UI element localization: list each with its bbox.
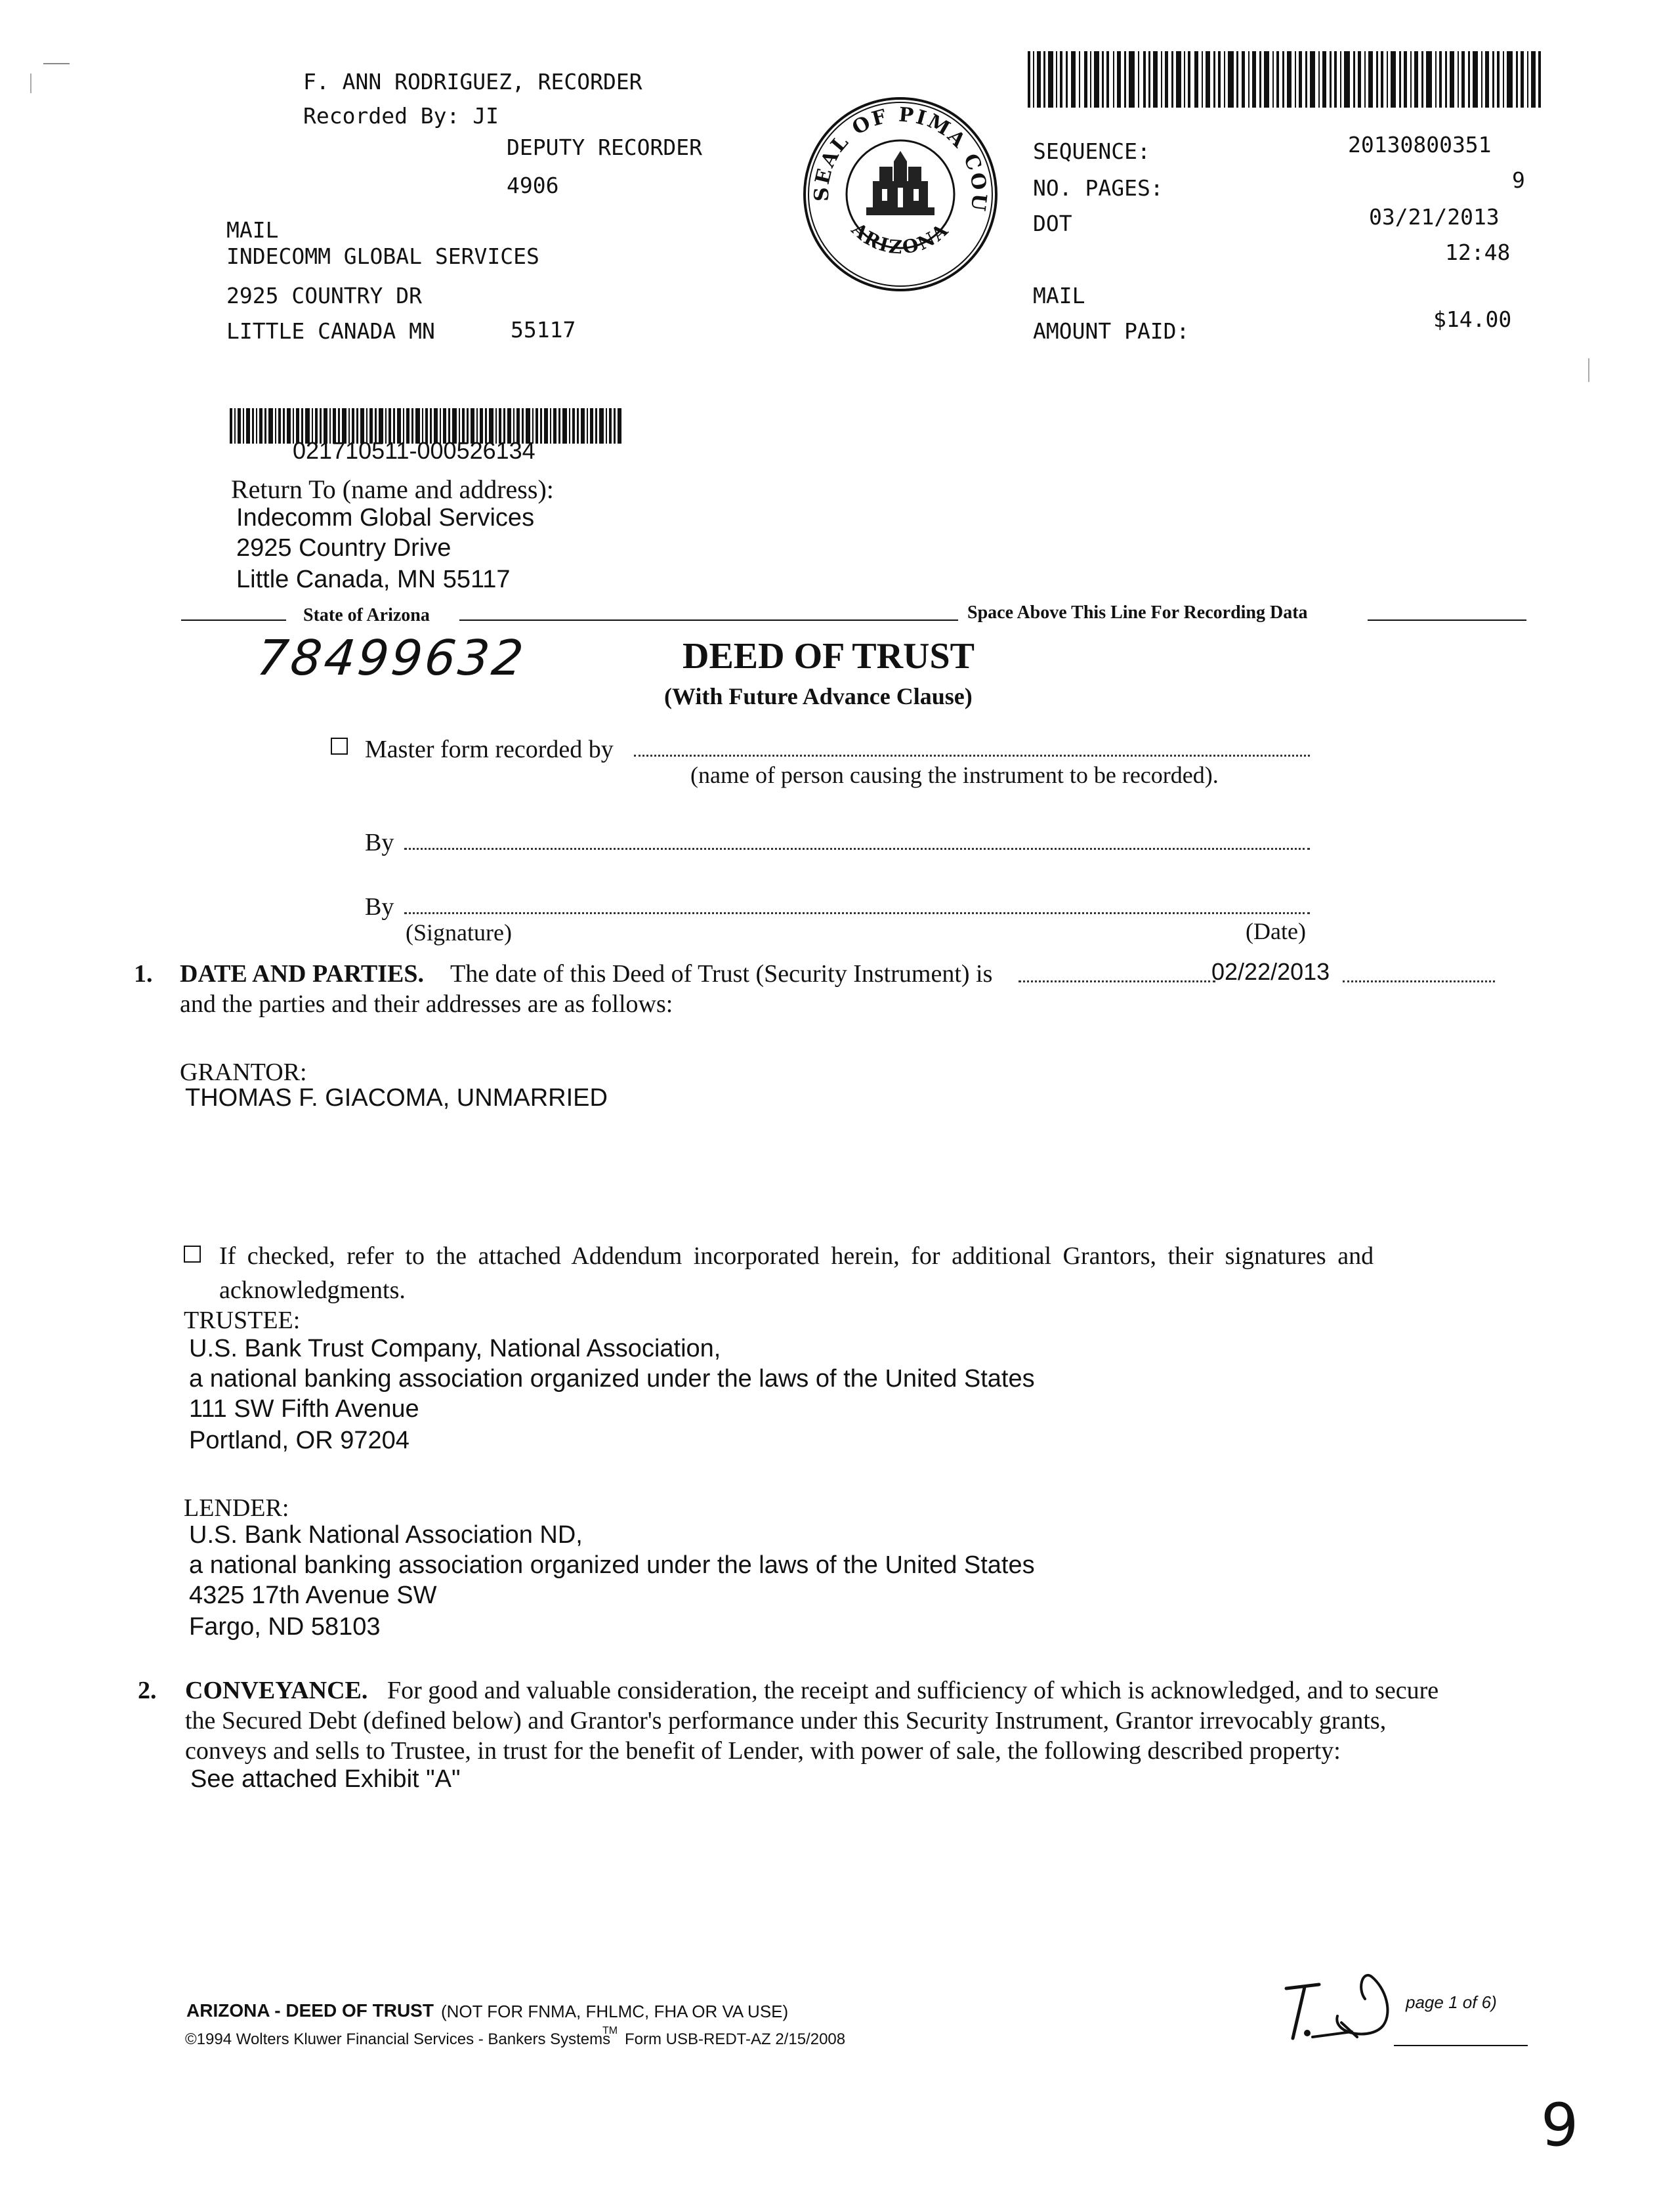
- recording-barcode: [1028, 51, 1541, 108]
- recorder-code: 4906: [507, 173, 559, 198]
- date-line-left: [1018, 980, 1215, 982]
- pima-county-seal: [802, 96, 999, 293]
- return-to-line3: Little Canada, MN 55117: [236, 566, 511, 593]
- mail-name: INDECOMM GLOBAL SERVICES: [226, 243, 539, 269]
- lender-label: LENDER:: [184, 1494, 289, 1522]
- sequence-label: SEQUENCE:: [1033, 138, 1150, 164]
- trustee-line-3: 111 SW Fifth Avenue: [189, 1395, 419, 1423]
- section-1-heading: DATE AND PARTIES.: [180, 960, 425, 988]
- addendum-text2: acknowledgments.: [219, 1276, 406, 1304]
- scan-mark: [30, 74, 32, 93]
- page-title: DEED OF TRUST: [682, 636, 975, 677]
- mail-city: LITTLE CANADA MN: [226, 318, 435, 344]
- section-1-text: The date of this Deed of Trust (Security Instrument) is: [450, 960, 993, 988]
- grantor-name: THOMAS F. GIACOMA, UNMARRIED: [185, 1084, 608, 1112]
- pages-value: 9: [1512, 167, 1525, 193]
- master-form-line: [634, 755, 1310, 757]
- trustee-line-1: U.S. Bank Trust Company, National Association,: [189, 1335, 721, 1362]
- scan-mark: [43, 63, 70, 64]
- handwritten-number: 78499632: [254, 630, 529, 686]
- recording-mail: MAIL: [1033, 283, 1085, 308]
- footer-form-title: ARIZONA - DEED OF TRUST: [186, 2000, 434, 2021]
- recording-date: 03/21/2013: [1369, 204, 1500, 230]
- by-line-1: [404, 848, 1310, 850]
- return-to-line2: 2925 Country Drive: [236, 534, 452, 562]
- recorded-by: Recorded By: JI: [303, 103, 499, 129]
- section-2-line4: See attached Exhibit "A": [190, 1765, 461, 1793]
- sequence-value: 20130800351: [1348, 132, 1492, 158]
- doc-type: DOT: [1033, 211, 1072, 236]
- lender-line-3: 4325 17th Avenue SW: [189, 1582, 437, 1609]
- deputy-recorder: DEPUTY RECORDER: [507, 135, 703, 160]
- master-form-label: Master form recorded by: [365, 736, 614, 763]
- seal-top-text: SEAL OF PIMA COU: [810, 103, 991, 215]
- master-form-note: (name of person causing the instrument to be recorded).: [690, 762, 1219, 788]
- rule-middle: [459, 620, 958, 621]
- rule-left: [181, 620, 286, 621]
- lender-line-1: U.S. Bank National Association ND,: [189, 1521, 583, 1549]
- trustee-label: TRUSTEE:: [184, 1307, 301, 1334]
- by-label-1: By: [365, 829, 394, 856]
- amount-label: AMOUNT PAID:: [1033, 318, 1190, 344]
- page-subtitle: (With Future Advance Clause): [664, 683, 973, 709]
- date-caption: (Date): [1246, 918, 1306, 944]
- grantor-label: GRANTOR:: [180, 1059, 307, 1086]
- signature-caption: (Signature): [406, 919, 512, 946]
- mail-street: 2925 COUNTRY DR: [226, 283, 423, 308]
- deed-date: 02/22/2013: [1211, 958, 1330, 985]
- recorder-name: F. ANN RODRIGUEZ, RECORDER: [303, 69, 642, 94]
- addendum-text: If checked, refer to the attached Addendum incorporated herein, for additional Grantors, their signatures and: [219, 1242, 1374, 1270]
- section-2-line1: For good and valuable consideration, the receipt and sufficiency of which is acknowledged, and to secure: [387, 1677, 1439, 1704]
- scan-mark: [1588, 358, 1589, 382]
- lender-line-4: Fargo, ND 58103: [189, 1613, 381, 1641]
- return-to-line1: Indecomm Global Services: [236, 504, 535, 532]
- footer-tm: TM: [602, 2025, 618, 2036]
- initials-line: [1394, 2045, 1528, 2046]
- svg-text:ARIZONA: [847, 218, 953, 259]
- by-label-2: By: [365, 893, 394, 921]
- barcode-number: 021710511-000526134: [293, 437, 536, 464]
- mail-zip: 55117: [511, 317, 576, 343]
- addendum-checkbox[interactable]: [184, 1246, 201, 1263]
- page-indicator: page 1 of 6): [1406, 1992, 1497, 2012]
- master-form-checkbox[interactable]: [331, 738, 348, 755]
- trustee-line-4: Portland, OR 97204: [189, 1427, 410, 1454]
- trustee-line-2: a national banking association organized under the laws of the United States: [189, 1365, 1035, 1393]
- section-2-heading: CONVEYANCE.: [185, 1677, 368, 1704]
- amount-value: $14.00: [1433, 306, 1512, 332]
- state-label: State of Arizona: [303, 605, 430, 625]
- section-2-line3: conveys and sells to Trustee, in trust for the benefit of Lender, with power of sale, the following described property:: [185, 1737, 1341, 1765]
- pages-label: NO. PAGES:: [1033, 175, 1164, 201]
- section-2-line2: the Secured Debt (defined below) and Grantor's performance under this Security Instrument, Grantor irrevocably grants,: [185, 1707, 1387, 1734]
- space-above-label: Space Above This Line For Recording Data: [967, 602, 1308, 623]
- seal-bottom-text: ARIZONA: [847, 218, 954, 259]
- footer-form-note: (NOT FOR FNMA, FHLMC, FHA OR VA USE): [441, 2002, 789, 2021]
- handwritten-page-number: 9: [1541, 2091, 1579, 2160]
- lender-line-2: a national banking association organized under the laws of the United States: [189, 1551, 1035, 1579]
- return-to-heading: Return To (name and address):: [231, 474, 554, 504]
- recording-time: 12:48: [1445, 240, 1511, 265]
- footer-form-id: Form USB-REDT-AZ 2/15/2008: [625, 2030, 846, 2048]
- section-2-number: 2.: [138, 1677, 157, 1704]
- section-1-text2: and the parties and their addresses are as follows:: [180, 990, 673, 1018]
- section-1-number: 1.: [134, 960, 153, 988]
- footer-copyright: ©1994 Wolters Kluwer Financial Services - Bankers Systems: [185, 2030, 611, 2048]
- rule-right: [1368, 620, 1526, 621]
- date-line-right: [1343, 980, 1495, 982]
- by-line-2: [404, 912, 1310, 914]
- mail-label: MAIL: [226, 217, 279, 243]
